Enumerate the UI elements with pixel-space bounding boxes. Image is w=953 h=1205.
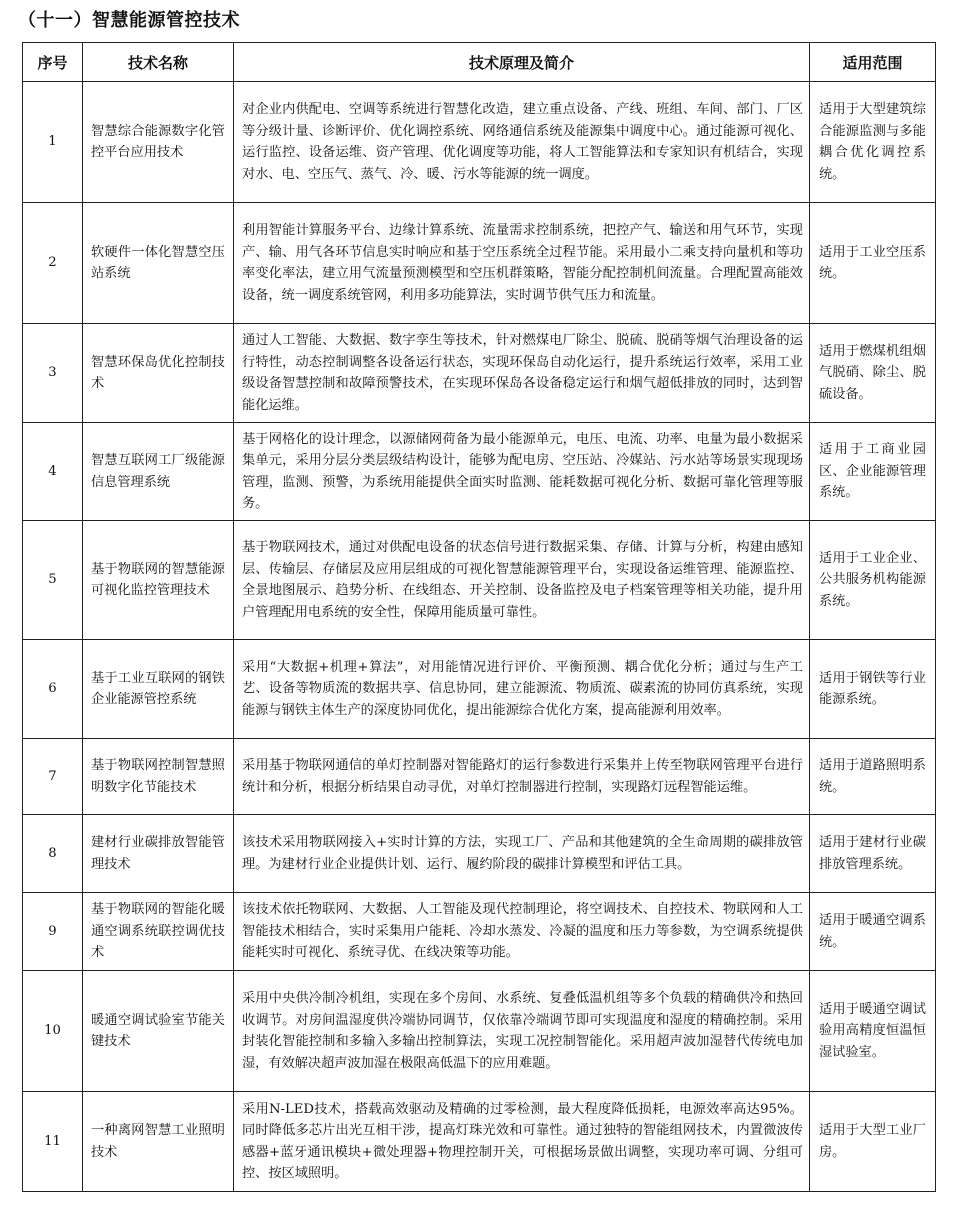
row-number: 5 bbox=[23, 521, 83, 640]
tech-name: 智慧综合能源数字化管控平台应用技术 bbox=[83, 82, 234, 203]
application-scope: 适用于工业空压系统。 bbox=[810, 203, 936, 324]
row-number: 3 bbox=[23, 324, 83, 423]
table-row bbox=[23, 893, 936, 971]
table-row bbox=[23, 423, 936, 521]
row-number: 10 bbox=[23, 971, 83, 1092]
application-scope: 适用于道路照明系统。 bbox=[810, 739, 936, 815]
table-row bbox=[23, 971, 936, 1092]
application-scope: 适用于钢铁等行业能源系统。 bbox=[810, 640, 936, 739]
tech-name: 基于工业互联网的钢铁企业能源管控系统 bbox=[83, 640, 234, 739]
tech-description: 基于网格化的设计理念，以源储网荷备为最小能源单元，电压、电流、功率、电量为最小数据采集单元，采用分层分类层级结构设计，能够为配电房、空压站、冷媒站、污水站等场景实现现场管理，监测、预警，为系统用能提供全面实时监测、能耗数据可视化分析、数据可靠化管理等服务。 bbox=[234, 423, 810, 521]
row-number: 1 bbox=[23, 82, 83, 203]
tech-name: 软硬件一体化智慧空压站系统 bbox=[83, 203, 234, 324]
header-name: 技术名称 bbox=[83, 43, 234, 82]
row-number: 4 bbox=[23, 423, 83, 521]
tech-name: 建材行业碳排放智能管理技术 bbox=[83, 815, 234, 893]
table-row bbox=[23, 1092, 936, 1192]
table-row bbox=[23, 815, 936, 893]
header-desc: 技术原理及简介 bbox=[234, 43, 810, 82]
table-row bbox=[23, 739, 936, 815]
row-number: 6 bbox=[23, 640, 83, 739]
tech-name: 暖通空调试验室节能关键技术 bbox=[83, 971, 234, 1092]
tech-name: 一种离网智慧工业照明技术 bbox=[83, 1092, 234, 1192]
application-scope: 适用于工业企业、公共服务机构能源系统。 bbox=[810, 521, 936, 640]
tech-description: 该技术依托物联网、大数据、人工智能及现代控制理论，将空调技术、自控技术、物联网和人工智能技术相结合，实时采集用户能耗、冷却水蒸发、冷凝的温度和压力等参数，为空调系统提供能耗实时可视化、系统寻优、在线决策等功能。 bbox=[234, 893, 810, 971]
tech-description: 对企业内供配电、空调等系统进行智慧化改造，建立重点设备、产线、班组、车间、部门、厂区等分级计量、诊断评价、优化调控系统、网络通信系统及能源集中调度中心。通过能源可视化、运行监控、设备运维、资产管理、优化调度等功能，将人工智能算法和专家知识有机结合，实现对水、电、空压气、蒸气、冷、暖、污水等能源的统一调度。 bbox=[234, 82, 810, 203]
table-row bbox=[23, 521, 936, 640]
tech-description: 通过人工智能、大数据、数字孪生等技术，针对燃煤电厂除尘、脱硫、脱硝等烟气治理设备的运行特性，动态控制调整各设备运行状态，实现环保岛自动化运行，提升系统运行效率，采用工业级设备智慧控制和故障预警技术，在实现环保岛各设备稳定运行和烟气超低排放的同时，达到智能化运维。 bbox=[234, 324, 810, 423]
tech-description: 基于物联网技术，通过对供配电设备的状态信号进行数据采集、存储、计算与分析，构建由感知层、传输层、存储层及应用层组成的可视化智慧能源管理平台，实现设备运维管理、能源监控、全景地图展示、趋势分析、在线组态、开关控制、设备监控及电子档案管理等相关功能，提升用户管理配用电系统的安全性，保障用能质量可靠性。 bbox=[234, 521, 810, 640]
row-number: 11 bbox=[23, 1092, 83, 1192]
row-number: 9 bbox=[23, 893, 83, 971]
application-scope: 适用于燃煤机组烟气脱硝、除尘、脱硫设备。 bbox=[810, 324, 936, 423]
application-scope: 适用于暖通空调系统。 bbox=[810, 893, 936, 971]
table-row bbox=[23, 324, 936, 423]
application-scope: 适用于工商业园区、企业能源管理系统。 bbox=[810, 423, 936, 521]
row-number: 8 bbox=[23, 815, 83, 893]
tech-name: 基于物联网控制智慧照明数字化节能技术 bbox=[83, 739, 234, 815]
table-row bbox=[23, 82, 936, 203]
row-number: 7 bbox=[23, 739, 83, 815]
tech-description: 采用基于物联网通信的单灯控制器对智能路灯的运行参数进行采集并上传至物联网管理平台进行统计和分析，根据分析结果自动寻优，对单灯控制器进行控制，实现路灯远程智能运维。 bbox=[234, 739, 810, 815]
tech-description: 采用“大数据+机理+算法”，对用能情况进行评价、平衡预测、耦合优化分析；通过与生产工艺、设备等物质流的数据共享、信息协同，建立能源流、物质流、碳素流的协同仿真系统，实现能源与钢铁主体生产的深度协同优化，提出能源综合优化方案，提高能源利用效率。 bbox=[234, 640, 810, 739]
row-number: 2 bbox=[23, 203, 83, 324]
tech-name: 基于物联网的智能化暖通空调系统联控调优技术 bbox=[83, 893, 234, 971]
table-row bbox=[23, 203, 936, 324]
application-scope: 适用于暖通空调试验用高精度恒温恒湿试验室。 bbox=[810, 971, 936, 1092]
application-scope: 适用于大型工业厂房。 bbox=[810, 1092, 936, 1192]
section-title: （十一）智慧能源管控技术 bbox=[18, 10, 240, 31]
table-row bbox=[23, 640, 936, 739]
tech-name: 智慧环保岛优化控制技术 bbox=[83, 324, 234, 423]
tech-description: 采用中央供冷制冷机组，实现在多个房间、水系统、复叠低温机组等多个负载的精确供冷和热回收调节。对房间温湿度供冷端协同调节，仅依靠冷端调节即可实现温度和湿度的精确控制。采用封装化智能控制和多输入多输出控制算法，实现工况控制智能化。采用超声波加湿替代传统电加湿，有效解决超声波加湿在极限高低温下的应用难题。 bbox=[234, 971, 810, 1092]
tech-name: 基于物联网的智慧能源可视化监控管理技术 bbox=[83, 521, 234, 640]
tech-name: 智慧互联网工厂级能源信息管理系统 bbox=[83, 423, 234, 521]
application-scope: 适用于大型建筑综合能源监测与多能耦合优化调控系统。 bbox=[810, 82, 936, 203]
table-header-row bbox=[23, 43, 936, 82]
tech-description: 利用智能计算服务平台、边缘计算系统、流量需求控制系统，把控产气、输送和用气环节，实现产、输、用气各环节信息实时响应和基于空压系统全过程节能。采用最小二乘支持向量机和等功率变化率法，建立用气流量预测模型和空压机群策略，智能分配控制机间流量。合理配置高能效设备，统一调度系统管网，利用多功能算法，实时调节供气压力和流量。 bbox=[234, 203, 810, 324]
header-scope: 适用范围 bbox=[810, 43, 936, 82]
header-no: 序号 bbox=[23, 43, 83, 82]
tech-description: 该技术采用物联网接入+实时计算的方法，实现工厂、产品和其他建筑的全生命周期的碳排放管理。为建材行业企业提供计划、运行、履约阶段的碳排计算模型和评估工具。 bbox=[234, 815, 810, 893]
tech-description: 采用N-LED技术，搭载高效驱动及精确的过零检测，最大程度降低损耗，电源效率高达95%。同时降低多芯片出光互相干涉，提高灯珠光效和可靠性。通过独特的智能组网技术，内置微波传感器+蓝牙通讯模块+微处理器+物理控制开关，可根据场景做出调整，实现功率可调、分组可控、按区域照明。 bbox=[234, 1092, 810, 1192]
application-scope: 适用于建材行业碳排放管理系统。 bbox=[810, 815, 936, 893]
technology-table bbox=[22, 42, 936, 1192]
